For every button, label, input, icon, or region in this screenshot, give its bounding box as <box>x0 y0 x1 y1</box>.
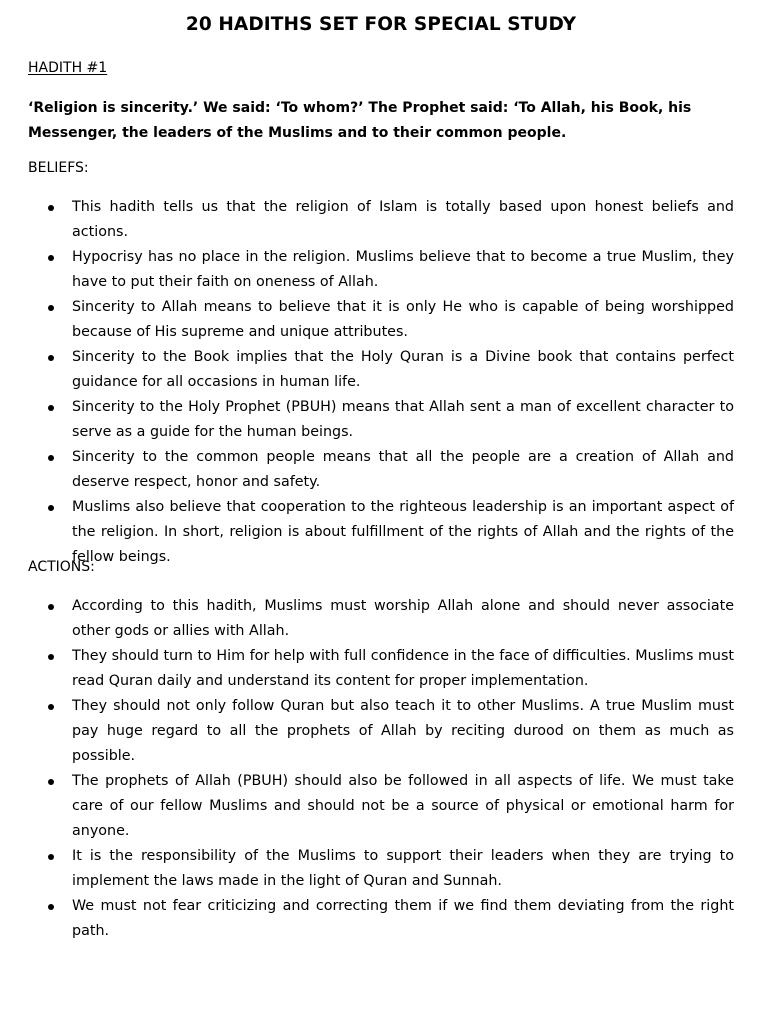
list-item-text: Muslims also believe that cooperation to the righteous leadership is an important aspect of the religion. In short, religion is about fulfillment of the rights of Allah and the rights of the fellow beings. <box>72 499 734 565</box>
list-item <box>0 345 768 395</box>
hadith-label: HADITH #1 <box>28 60 108 76</box>
beliefs-heading: BELIEFS: <box>28 160 89 176</box>
bullet-icon <box>48 355 54 361</box>
bullet-icon <box>48 704 54 710</box>
list-item <box>0 195 768 245</box>
list-item-text: Sincerity to the Book implies that the Holy Quran is a Divine book that contains perfect guidance for all occasions in human life. <box>72 349 734 390</box>
list-item-text: The prophets of Allah (PBUH) should also be followed in all aspects of life. We must take care of our fellow Muslims and should not be a source of physical or emotional harm for anyone. <box>72 773 734 839</box>
list-item-text: Sincerity to the common people means that all the people are a creation of Allah and deserve respect, honor and safety. <box>72 449 734 490</box>
list-item-text: We must not fear criticizing and correcting them if we find them deviating from the right path. <box>72 898 734 939</box>
list-item <box>0 395 768 445</box>
hadith-quote: ‘Religion is sincerity.’ We said: ‘To whom?’ The Prophet said: ‘To Allah, his Book, his Messenger, the leaders of the Muslims and to their common people. <box>28 100 692 141</box>
bullet-icon <box>48 604 54 610</box>
list-item-text: According to this hadith, Muslims must worship Allah alone and should never associate other gods or allies with Allah. <box>72 598 734 639</box>
list-item <box>0 644 768 694</box>
list-item-text: It is the responsibility of the Muslims to support their leaders when they are trying to implement the laws made in the light of Quran and Sunnah. <box>72 848 734 889</box>
bullet-icon <box>48 305 54 311</box>
bullet-icon <box>48 205 54 211</box>
actions-list <box>0 594 768 944</box>
bullet-icon <box>48 654 54 660</box>
bullet-icon <box>48 904 54 910</box>
bullet-icon <box>48 405 54 411</box>
list-item <box>0 844 768 894</box>
bullet-icon <box>48 255 54 261</box>
list-item <box>0 594 768 644</box>
list-item <box>0 295 768 345</box>
list-item-text: Hypocrisy has no place in the religion. Muslims believe that to become a true Muslim, they have to put their faith on oneness of Allah. <box>72 249 734 290</box>
list-item <box>0 445 768 495</box>
list-item <box>0 495 768 570</box>
list-item <box>0 769 768 844</box>
list-item-text: They should turn to Him for help with full confidence in the face of difficulties. Muslims must read Quran daily and understand its content for proper implementation. <box>72 648 734 689</box>
bullet-icon <box>48 505 54 511</box>
list-item <box>0 694 768 769</box>
bullet-icon <box>48 779 54 785</box>
list-item <box>0 894 768 944</box>
list-item-text: They should not only follow Quran but also teach it to other Muslims. A true Muslim must pay huge regard to all the prophets of Allah by reciting durood on them as much as possible. <box>72 698 734 764</box>
list-item-text: This hadith tells us that the religion of Islam is totally based upon honest beliefs and actions. <box>72 199 734 240</box>
bullet-icon <box>48 854 54 860</box>
actions-heading: ACTIONS: <box>28 559 95 575</box>
list-item <box>0 245 768 295</box>
beliefs-list <box>0 195 768 570</box>
list-item-text: Sincerity to the Holy Prophet (PBUH) means that Allah sent a man of excellent character to serve as a guide for the human beings. <box>72 399 734 440</box>
bullet-icon <box>48 455 54 461</box>
list-item-text: Sincerity to Allah means to believe that it is only He who is capable of being worshipped because of His supreme and unique attributes. <box>72 299 734 340</box>
page-title: 20 HADITHS SET FOR SPECIAL STUDY <box>185 14 577 35</box>
